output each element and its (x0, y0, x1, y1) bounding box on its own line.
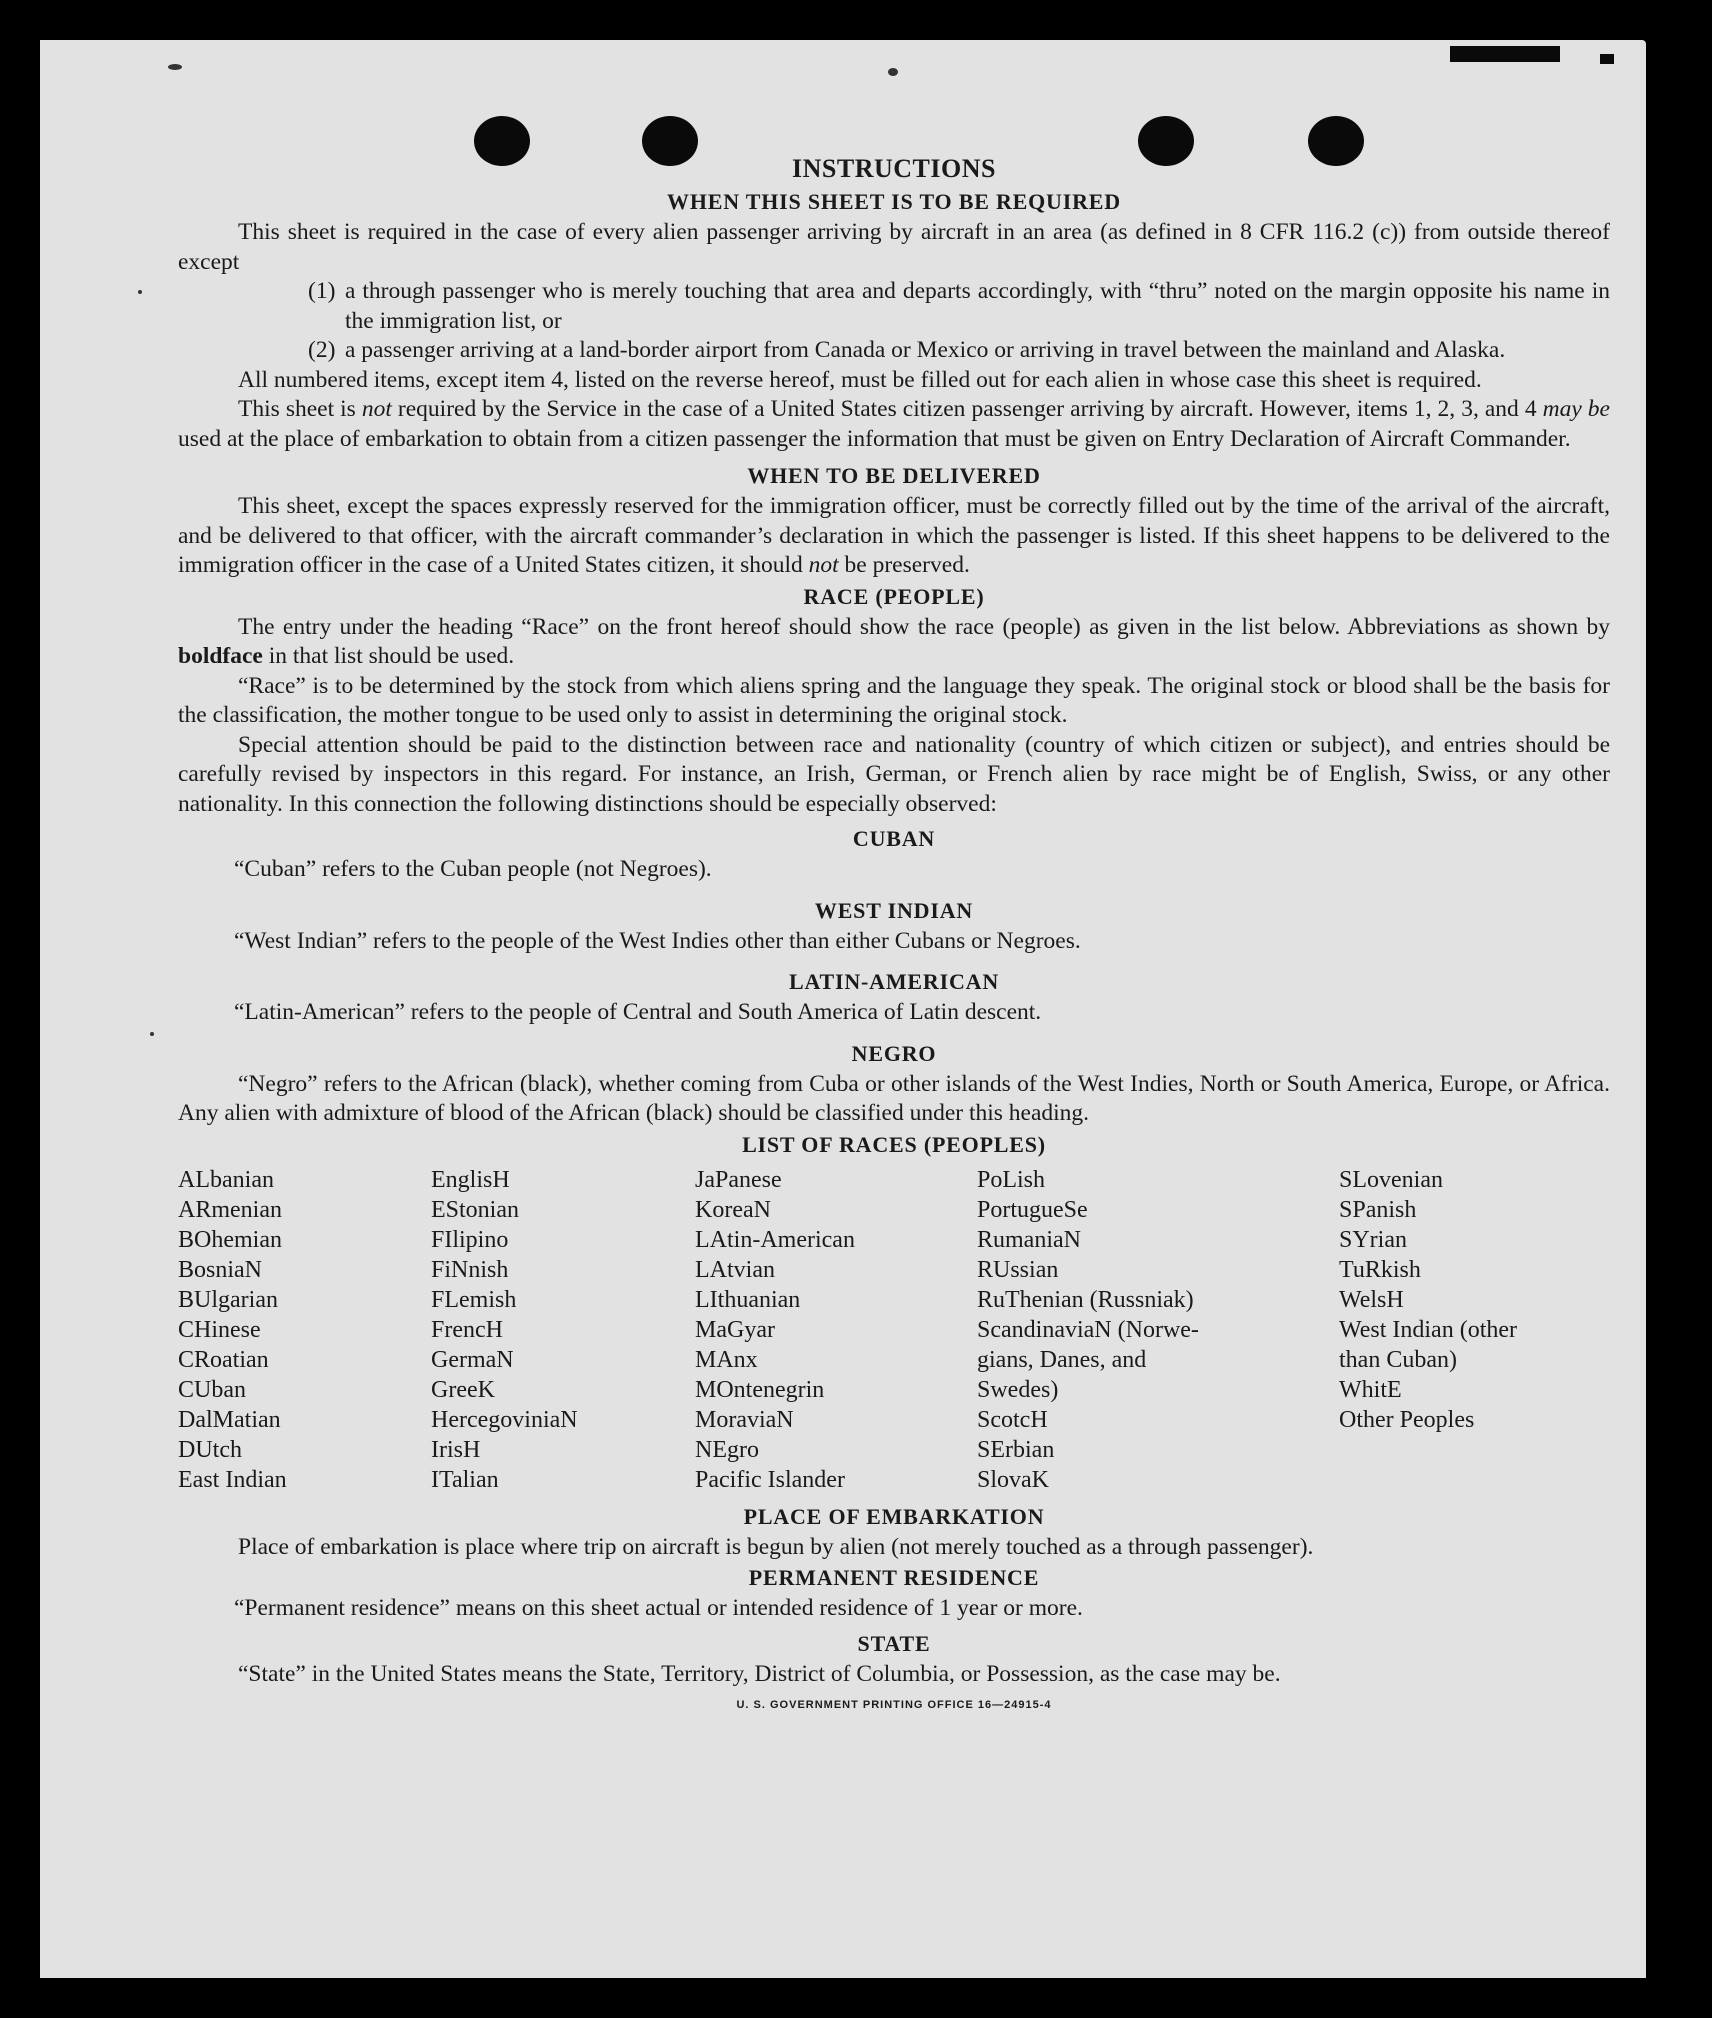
race-entry: WhitE (1339, 1376, 1402, 1403)
race-entry: BUlgarian (178, 1286, 278, 1313)
race-entry: BosniaN (178, 1256, 262, 1283)
race-entry: ITalian (431, 1466, 499, 1493)
paragraph: “Race” is to be determined by the stock from which aliens spring and the language they speak. The original stock or blood shall be the basis for the classification, the mother tongue to be used only to assist in determining the original stock. (178, 672, 1610, 728)
race-entry: EnglisH (431, 1166, 510, 1193)
race-entry: RumaniaN (977, 1226, 1081, 1253)
race-entry: IrisH (431, 1436, 481, 1463)
race-entry: Pacific Islander (695, 1466, 845, 1493)
race-entry: MOntenegrin (695, 1376, 825, 1403)
race-entry: EStonian (431, 1196, 519, 1223)
section-heading: WEST INDIAN (814, 897, 974, 923)
race-entry: ScotcH (977, 1406, 1048, 1433)
list-item: (1) a through passenger who is merely touching that area and departs accordingly, with “thru” noted on the margin opposite his name in the immigration list, or (308, 278, 1610, 334)
race-column (695, 1165, 977, 1495)
race-entry: RuThenian (Russniak) (977, 1286, 1194, 1313)
race-entry: GermaN (431, 1346, 514, 1373)
section-heading: NEGRO (851, 1040, 937, 1066)
paragraph: “Latin-American” refers to the people of Central and South America of Latin descent. (234, 999, 1042, 1025)
race-entry: SErbian (977, 1436, 1055, 1463)
race-entry: MAnx (695, 1346, 758, 1373)
race-entry: MaGyar (695, 1316, 775, 1343)
race-entry: LAtvian (695, 1256, 775, 1283)
race-list (178, 1165, 1610, 1495)
race-column (178, 1165, 431, 1495)
race-entry: BOhemian (178, 1226, 282, 1253)
paragraph: This sheet is not required by the Service in the case of a United States citizen passenger arriving by aircraft. However, items 1, 2, 3, and 4 may be used at the place of embarkation to obtain from a citizen passenger the information that must be given on Entry Declaration of Aircraft Commander. (178, 396, 1610, 452)
race-entry: RUssian (977, 1256, 1059, 1283)
race-entry: ALbanian (178, 1166, 274, 1193)
section-heading: WHEN TO BE DELIVERED (747, 463, 1041, 488)
race-entry: ARmenian (178, 1196, 282, 1223)
page-edge-mark (1450, 46, 1560, 62)
section-heading: STATE (857, 1630, 931, 1656)
paper-speck (150, 1032, 154, 1036)
section-heading: WHEN THIS SHEET IS TO BE REQUIRED (667, 189, 1121, 214)
document-page (40, 40, 1646, 1978)
paragraph: “State” in the United States means the State, Territory, District of Columbia, or Possession, as the case may be. (238, 1660, 1281, 1687)
race-entry: West Indian (other than Cuban) (1339, 1316, 1518, 1373)
race-entry: HercegoviniaN (431, 1406, 578, 1433)
paragraph: “Negro” refers to the African (black), whether coming from Cuba or other islands of the West Indies, North or South America, Europe, or Africa. Any alien with admixture of blood of the African (black) should be classified under this heading. (178, 1070, 1610, 1126)
race-entry: FiNnish (431, 1256, 509, 1283)
paragraph: This sheet is required in the case of every alien passenger arriving by aircraft in an area (as defined in 8 CFR 116.2 (c)) from outside thereof except (178, 219, 1610, 275)
race-entry: WelsH (1339, 1286, 1404, 1313)
race-entry: CRoatian (178, 1346, 269, 1373)
paragraph: Special attention should be paid to the distinction between race and nationality (country of which citizen or subject), and entries should be carefully revised by inspectors in this regard. For instance, an Irish, German, or French alien by race might be of English, Swiss, or any other nationality. In this connection the following distinctions should be especially observed: (178, 731, 1610, 817)
section-heading: RACE (PEOPLE) (803, 583, 985, 609)
paper-speck (138, 290, 142, 294)
race-entry: KoreaN (695, 1196, 771, 1223)
race-entry: TuRkish (1339, 1256, 1421, 1283)
race-column (431, 1165, 695, 1495)
paragraph: “Cuban” refers to the Cuban people (not Negroes). (234, 856, 712, 882)
race-entry: FIlipino (431, 1226, 509, 1253)
section-heading: PERMANENT RESIDENCE (748, 1565, 1040, 1590)
paragraph: All numbered items, except item 4, listed on the reverse hereof, must be filled out for each alien in whose case this sheet is required. (238, 366, 1482, 393)
instructions-body (178, 152, 1610, 1711)
race-entry: PoLish (977, 1166, 1046, 1193)
section-heading: CUBAN (852, 826, 936, 851)
race-entry: FLemish (431, 1286, 517, 1313)
race-entry: ScandinaviaN (Norwe- gians, Danes, and Swedes) (977, 1316, 1199, 1403)
race-entry: LIthuanian (695, 1286, 801, 1313)
paper-speck (168, 64, 182, 70)
race-entry: East Indian (178, 1466, 287, 1493)
section-heading: LIST OF RACES (PEOPLES) (742, 1131, 1046, 1157)
paragraph: The entry under the heading “Race” on the front hereof should show the race (people) as given in the list below. Abbreviations as shown by boldface in that list should be used. (178, 613, 1610, 669)
paper-speck (888, 68, 898, 76)
printer-imprint: U. S. GOVERNMENT PRINTING OFFICE 16—24915-4 (736, 1699, 1052, 1711)
paragraph: This sheet, except the spaces expressly reserved for the immigration officer, must be correctly filled out by the time of the arrival of the aircraft, and be delivered to that officer, with the aircraft commander’s declaration in which the passenger is listed. If this sheet happens to be delivered to the immigration officer in the case of a United States citizen, it should not be preserved. (178, 493, 1610, 578)
race-entry: DalMatian (178, 1406, 281, 1433)
race-entry: Other Peoples (1339, 1406, 1475, 1433)
race-entry: SYrian (1339, 1226, 1407, 1253)
section-heading: LATIN-AMERICAN (788, 969, 1000, 994)
race-entry: SlovaK (977, 1466, 1049, 1493)
race-entry: PortugueSe (977, 1196, 1088, 1223)
page-edge-mark (1600, 54, 1614, 64)
race-entry: CHinese (178, 1316, 261, 1343)
race-column (977, 1165, 1339, 1495)
race-entry: DUtch (178, 1436, 242, 1463)
race-entry: CUban (178, 1376, 246, 1403)
paragraph: “Permanent residence” means on this sheet actual or intended residence of 1 year or more. (234, 1595, 1083, 1621)
race-entry: SPanish (1339, 1196, 1417, 1223)
race-entry: LAtin-American (695, 1226, 855, 1253)
paragraph: Place of embarkation is place where trip on aircraft is begun by alien (not merely touched as a through passenger). (238, 1533, 1314, 1560)
race-entry: NEgro (695, 1436, 759, 1463)
race-entry: GreeK (431, 1376, 495, 1403)
race-entry: FrencH (431, 1316, 503, 1343)
race-column (1339, 1165, 1610, 1495)
paragraph: “West Indian” refers to the people of the West Indies other than either Cubans or Negroes. (234, 927, 1081, 954)
list-item: (2) a passenger arriving at a land-border airport from Canada or Mexico or arriving in travel between the mainland and Alaska. (308, 337, 1506, 363)
race-entry: MoraviaN (695, 1406, 794, 1433)
race-entry: JaPanese (695, 1166, 782, 1193)
race-entry: SLovenian (1339, 1166, 1443, 1193)
page-title: INSTRUCTIONS (792, 154, 996, 183)
section-heading: PLACE OF EMBARKATION (743, 1503, 1045, 1529)
